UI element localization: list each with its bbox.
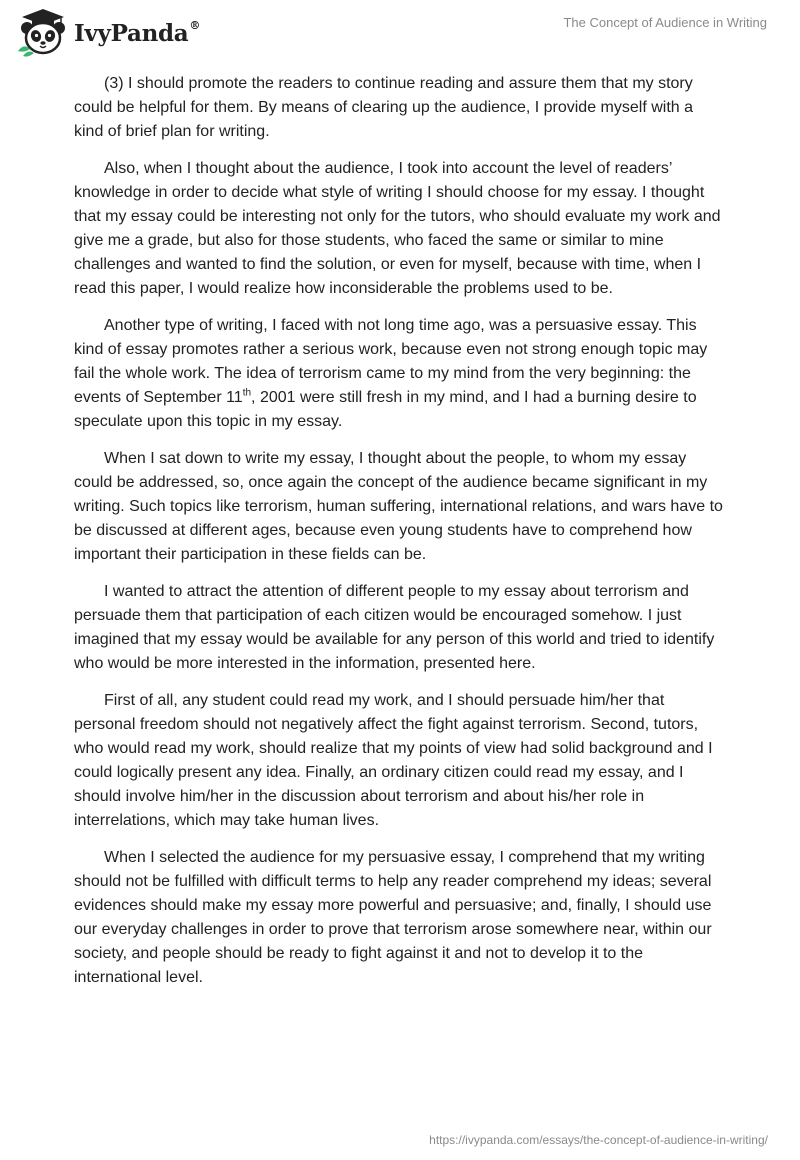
- paragraph-1: (3) I should promote the readers to continue reading and assure them that my story could be helpful for them. By means of clearing up the audience, I provide myself with a kind of brief plan for writing.: [74, 75, 694, 140]
- paragraph-7: When I selected the audience for my persuasive essay, I comprehend that my writing should not be fulfilled with difficult terms to help any reader comprehend my ideas; several evidences should make my essay more powerful and persuasive; and, finally, I should use our everyday challenges in order to prove that terrorism arose somewhere near, within our society, and people should be ready to fight against it and not to develop it to the international level.: [74, 849, 712, 986]
- source-url[interactable]: https://ivypanda.com/essays/the-concept-of-audience-in-writing/: [429, 1133, 768, 1147]
- ivypanda-logo[interactable]: [14, 7, 200, 57]
- registered-mark: ®: [189, 18, 201, 32]
- document-title: The Concept of Audience in Writing: [563, 15, 767, 30]
- paragraph-3-text-start: Another type of writing, I faced with not long time ago, was a persuasive essay. This kind of essay promotes rather a serious work, because even not strong enough topic may fail the whole work. The idea of terrorism came to my mind from the very beginning: the events of September 11: [74, 317, 708, 406]
- essay-body: [74, 72, 726, 1003]
- paragraph-3-text-end: , 2001 were still fresh in my mind, and I had a burning desire to speculate upon this topic in my essay.: [74, 389, 697, 430]
- paragraph-3: [74, 314, 726, 434]
- ordinal-suffix: th: [242, 387, 252, 399]
- panda-graduation-cap-icon: [14, 7, 72, 57]
- paragraph-2: Also, when I thought about the audience, I took into account the level of readers’ knowledge in order to decide what style of writing I should choose for my essay. I thought that my essay could be interesting not only for the tutors, who should evaluate my work and give me a grade, but also for those students, who faced the same or similar to mine challenges and wanted to find the solution, or even for myself, because with time, when I read this paper, I would realize how inconsiderable the problems used to be.: [74, 160, 721, 297]
- paragraph-6: First of all, any student could read my work, and I should persuade him/her that personal freedom should not negatively affect the fight against terrorism. Second, tutors, who would read my work, should realize that my points of view had solid background and I could logically present any idea. Finally, an ordinary citizen could read my essay, and I should involve him/her in the discussion about terrorism and about his/her role in interrelations, which may take human lives.: [74, 692, 713, 829]
- page-header: [0, 0, 800, 60]
- brand-name: IvyPanda®: [74, 18, 201, 47]
- paragraph-5: I wanted to attract the attention of different people to my essay about terrorism and persuade them that participation of each citizen would be encouraged somehow. I just imagined that my essay would be available for any person of this world and tried to identify who would be more interested in the information, presented here.: [74, 583, 715, 672]
- paragraph-4: When I sat down to write my essay, I thought about the people, to whom my essay could be addressed, so, once again the concept of the audience became significant in my writing. Such topics like terrorism, human suffering, international relations, and wars have to be discussed at different ages, because even young students have to comprehend how important their participation in these fields can be.: [74, 450, 723, 563]
